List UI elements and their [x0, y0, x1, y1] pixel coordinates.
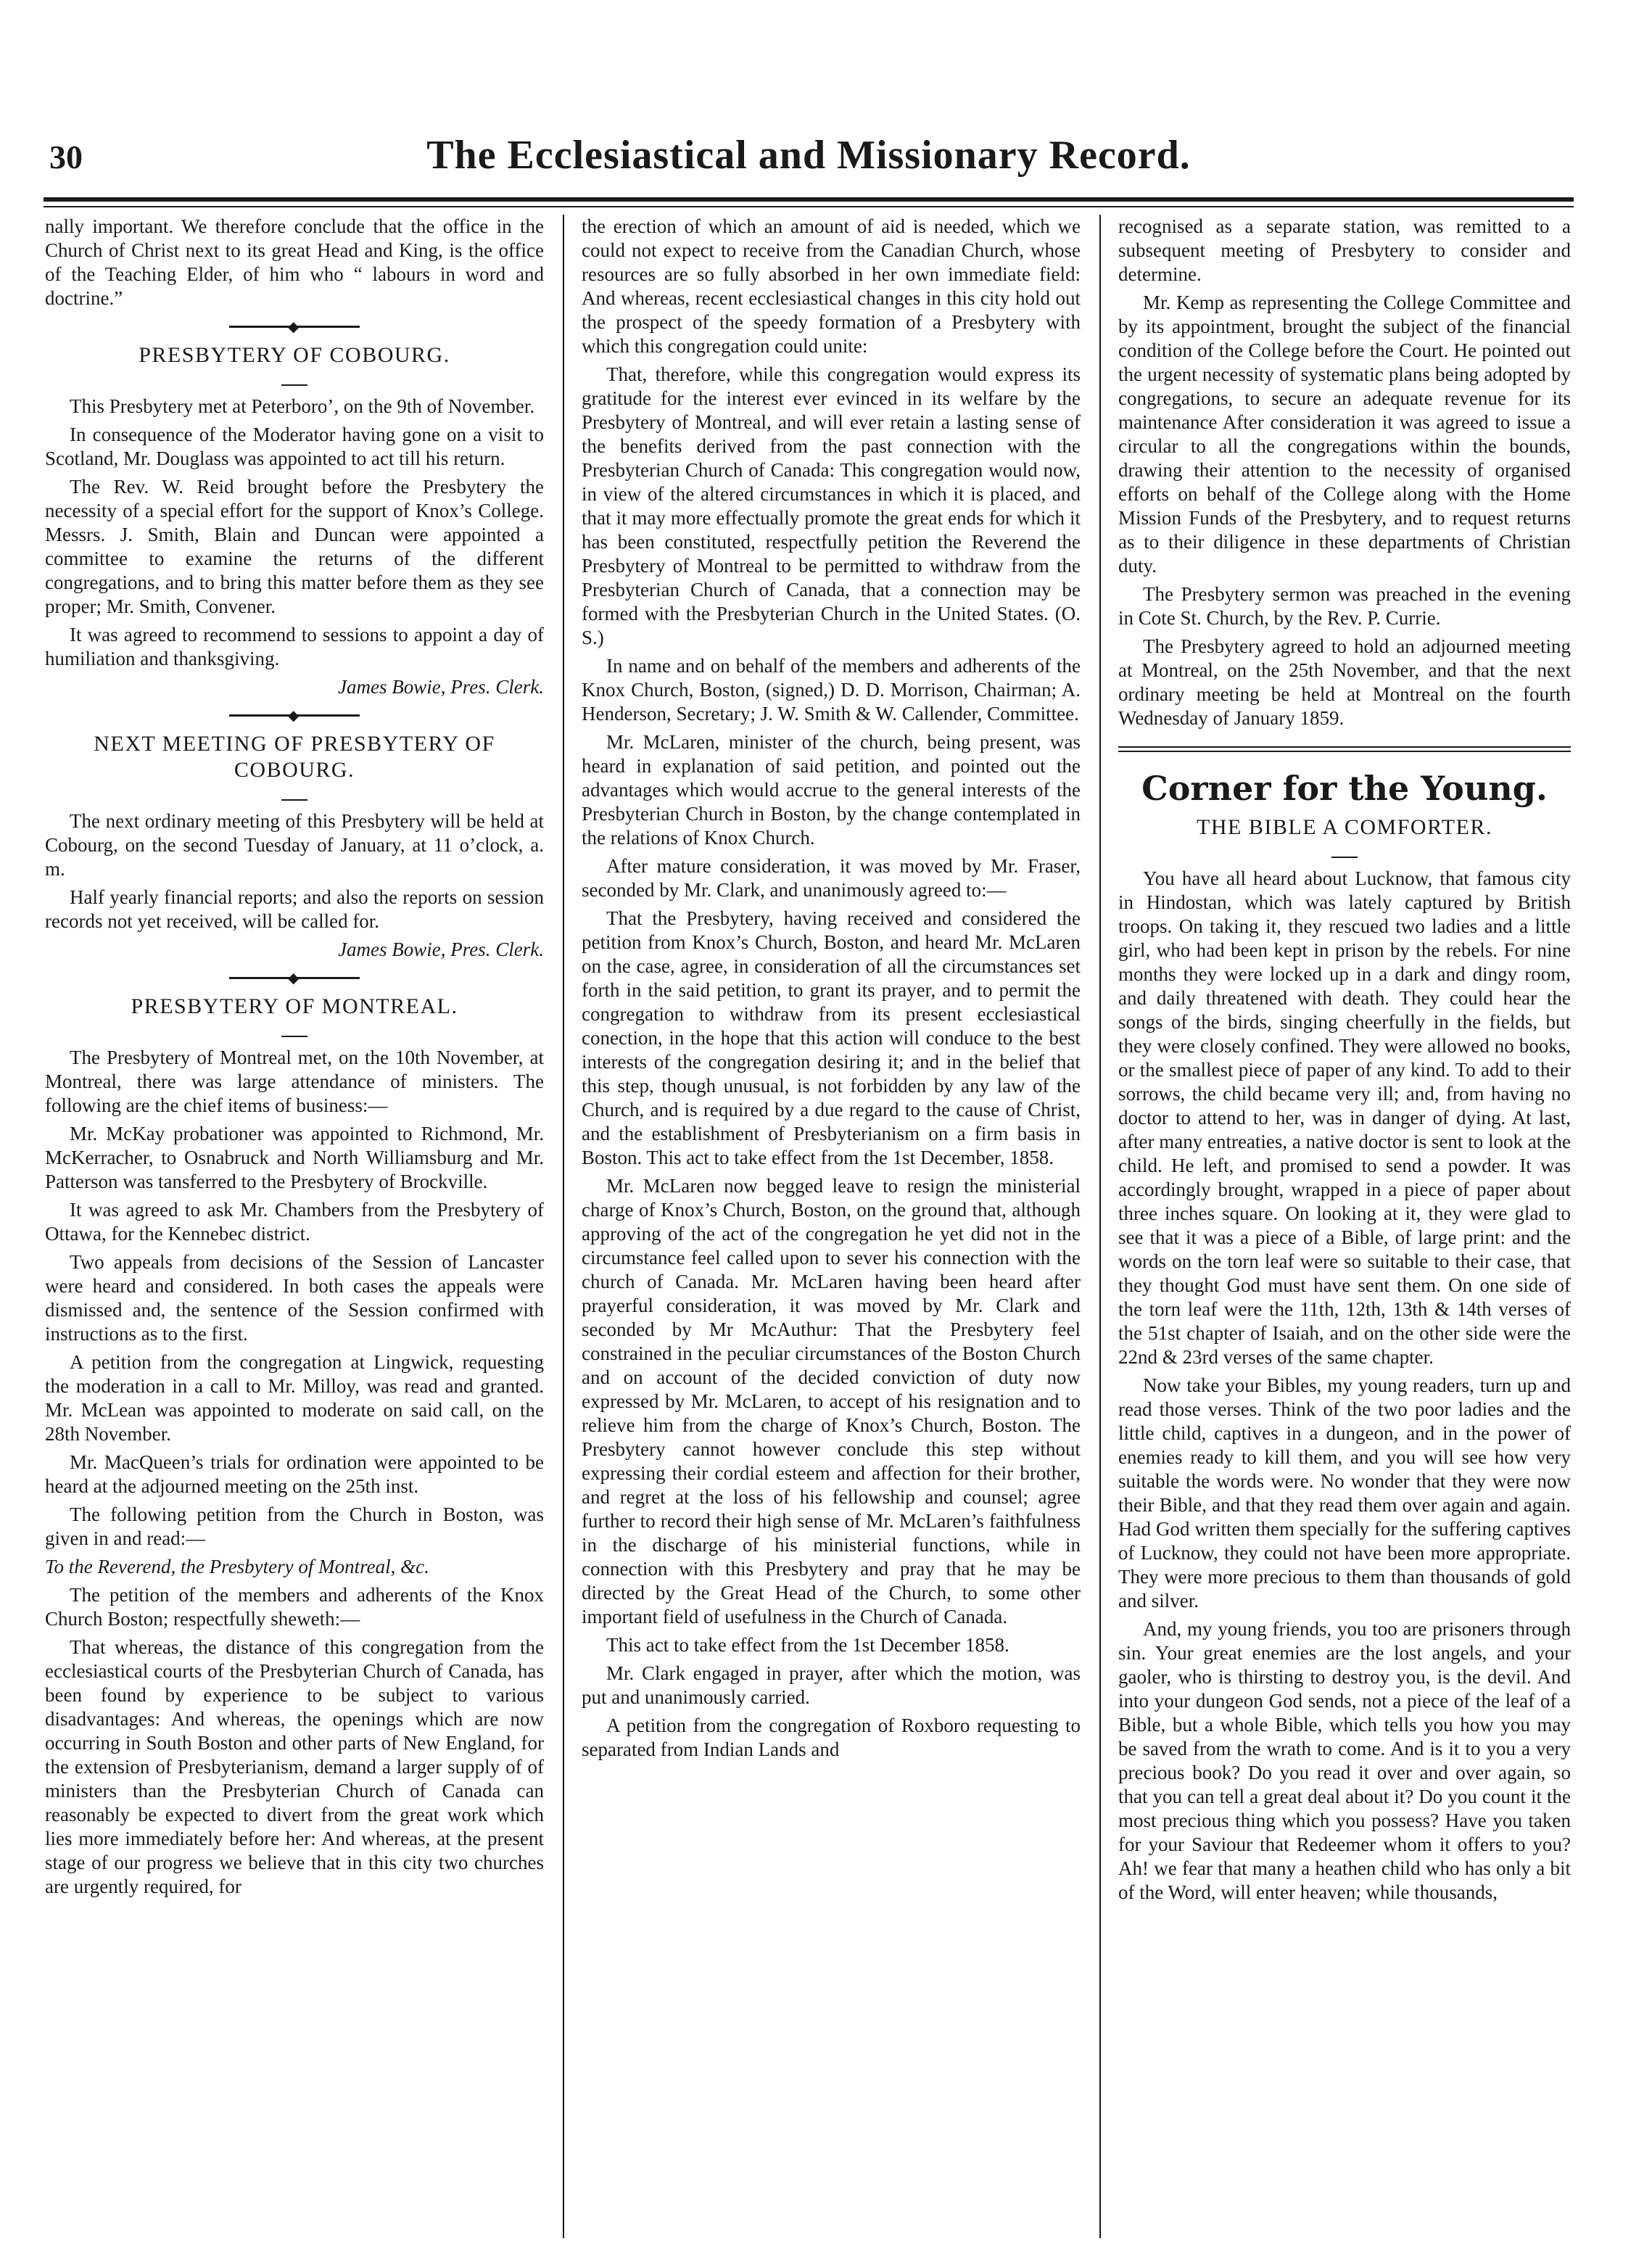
paragraph: After mature consideration, it was moved by Mr. Fraser, seconded by Mr. Clark, and unanimously agreed to:—	[582, 855, 1081, 901]
paragraph: You have all heard about Lucknow, that famous city in Hindostan, which was lately captured by British troops. On taking it, they rescued two ladies and a little girl, who had been kept in prison by the rebels. For nine months they were locked up in a dark and dingy room, and daily threatened with death. They could hear the songs of the birds, singing cheerfully in the fields, but they were closely confined. They were allowed no books, or the smallest piece of paper of any kind. To add to their sorrows, the child became very ill; and, from having no doctor to attend to her, was in danger of dying. At last, after many entreaties, a native doctor is sent to look at the child. He left, and promised to send a powder. It was accordingly brought, wrapped in a piece of paper about three inches square. On looking at it, they were glad to see that it was a piece of a Bible, of large print: and the words on the torn leaf were so suitable to their case, that they thought God must have sent them. On one side of the torn leaf were the 11th, 12th, 13th & 14th verses of the 51st chapter of Isaiah, and on the other side were the 22nd & 23rd verses of the same chapter.	[1118, 867, 1571, 1368]
section-ornament	[45, 709, 544, 721]
paragraph: Mr. McKay probationer was appointed to Richmond, Mr. McKerracher, to Osnabruck and North Williamsburg and Mr. Patterson was tansferred to the Presbytery of Brockville.	[45, 1123, 544, 1192]
section-heading: PRESBYTERY OF MONTREAL.	[131, 994, 458, 1018]
page-header	[44, 133, 1574, 196]
signature-text: James Bowie, Pres. Clerk.	[338, 938, 544, 960]
column-divider	[1099, 215, 1101, 2238]
paragraph: This act to take effect from the 1st December 1858.	[606, 1634, 1009, 1656]
short-rule	[1118, 852, 1571, 862]
paragraph: recognised as a separate station, was remitted to a subsequent meeting of Presbytery to consider and determine.	[1118, 215, 1571, 285]
paragraph: Half yearly financial reports; and also the reports on session records not yet received, will be called for.	[45, 886, 544, 932]
column-divider	[563, 215, 564, 2238]
paragraph: And, my young friends, you too are prisoners through sin. Your great enemies are the lost angels, and your gaoler, who is thirsting to destroy you, is the devil. And into your dungeon God sends, not a piece of the leaf of a Bible, but a whole Bible, which tells you how you may be saved from the wrath to come. And is it to you a very precious book? Do you read it over and over again, so that you can tell a great deal about it? Do you count it the most precious thing which you possess? Have you taken for your Saviour that Redeemer whom it offers to you? Ah! we fear that many a heathen child who has only a bit of the Word, will enter heaven; while thousands,	[1118, 1618, 1571, 1903]
paragraph: This Presbytery met at Peterboro’, on the 9th of November.	[70, 395, 535, 417]
section-heading: THE BIBLE A COMFORTER.	[1197, 815, 1492, 839]
paragraph: That whereas, the distance of this congregation from the ecclesiastical courts of the Presbyterian Church of Canada, has been found by experience to be subject to various disadvantages: And whereas, the openings which are now occurring in South Boston and other parts of New England, for the extension of Presbyterianism, demand a larger supply of of ministers than the Presbyterian Church of Canada can reasonably be expected to divert from the great work which lies more immediately before her: And whereas, at the present stage of our progress we believe that in this city two churches are urgently required, for	[45, 1636, 544, 1897]
paragraph: nally important. We therefore conclude that the office in the Church of Christ next to its great Head and King, is the office of the Teaching Elder, of him who “ labours in word and doctrine.”	[45, 215, 544, 309]
paragraph: It was agreed to ask Mr. Chambers from the Presbytery of Ottawa, for the Kennebec district.	[45, 1199, 544, 1245]
section-ornament	[45, 972, 544, 983]
paragraph: The next ordinary meeting of this Presbytery will be held at Cobourg, on the second Tuesday of January, at 11 o’clock, a. m.	[45, 810, 544, 880]
paragraph: the erection of which an amount of aid is needed, which we could not expect to receive from the Canadian Church, whose resources are so fully absorbed in her own immediate field: And whereas, recent ecclesiastical changes in this city hold out the prospect of the speedy formation of a Presbytery with which this congregation could unite:	[582, 215, 1081, 357]
paragraph: Now take your Bibles, my young readers, turn up and read those verses. Think of the two poor ladies and the little child, captives in a dungeon, and in the power of enemies ready to kill them, and you will see how very suitable the words were. No wonder that they were now their Bible, and that they read them over again and again. Had God written them specially for the suffering captives of Lucknow, they could not have been more appropriate. They were more precious to them than thousands of gold and silver.	[1118, 1374, 1571, 1612]
section-divider	[1118, 746, 1571, 752]
section-heading: PRESBYTERY OF COBOURG.	[139, 343, 450, 367]
signature	[45, 675, 544, 699]
paragraph: Mr. Kemp as representing the College Committee and by its appointment, brought the subject of the financial condition of the College before the Court. He pointed out the urgent necessity of systematic plans being adopted by congregations, to secure an adequate revenue for its maintenance After consideration it was agreed to issue a circular to all the congregations within the bounds, drawing their attention to the necessity of organised efforts on behalf of the College along with the Home Mission Funds of the Presbytery, and to request returns as to their diligence in these departments of Christian duty.	[1118, 292, 1571, 577]
column-right	[1118, 215, 1571, 2238]
short-rule	[45, 380, 544, 390]
paragraph: It was agreed to recommend to sessions to appoint a day of humiliation and thanksgiving.	[45, 624, 544, 669]
journal-title: The Ecclesiastical and Missionary Record.	[426, 133, 1191, 178]
section-title-young: Corner for the Young.	[1141, 769, 1548, 808]
header-rule-thin	[44, 206, 1574, 207]
paragraph: The Presbytery agreed to hold an adjourned meeting at Montreal, on the 25th November, and that the next ordinary meeting be held at Montreal on the fourth Wednesday of January 1859.	[1118, 635, 1571, 729]
paragraph: Mr. McLaren now begged leave to resign the ministerial charge of Knox’s Church, Boston, on the ground that, although approving of the act of the congregation he yet did not in the circumstance feel called upon to sever his connection with the church of Canada. Mr. McLaren having been heard after prayerful consideration, it was moved by Mr. Clark and seconded by Mr McAuthur: That the Presbytery feel constrained in the peculiar circumstances of the Boston Church and on account of the decided conviction of duty now expressed by Mr. McLaren, to accept of his resignation and to relieve him from the charge of Knox’s Church, Boston. The Presbytery cannot however conclude this step without expressing their cordial esteem and affection for their brother, and regret at the loss of his fellowship and counsel; agree further to record their high sense of Mr. McLaren’s faithfulness in the discharge of his ministerial functions, while in connection with this Presbytery and pray that he may be directed by the Great Head of the Church, to some other important field of usefulness in the Church of Canada.	[582, 1175, 1081, 1627]
paragraph: The Presbytery of Montreal met, on the 10th November, at Montreal, there was large attendance of ministers. The following are the chief items of business:—	[45, 1047, 544, 1116]
paragraph: A petition from the congregation of Roxboro requesting to separated from Indian Lands and	[582, 1715, 1081, 1760]
petition-address	[45, 1555, 544, 1579]
column-left	[45, 215, 544, 2238]
paragraph: The Rev. W. Reid brought before the Presbytery the necessity of a special effort for the support of Knox’s College. Messrs. J. Smith, Blain and Duncan were appointed a committee to examine the returns of the different congregations, and to bring this matter before them as they see proper; Mr. Smith, Convener.	[45, 476, 544, 617]
column-middle	[582, 215, 1081, 2238]
paragraph: The following petition from the Church in Boston, was given in and read:—	[45, 1503, 544, 1549]
signature-text: James Bowie, Pres. Clerk.	[338, 676, 544, 698]
paragraph: A petition from the congregation at Lingwick, requesting the moderation in a call to Mr. Milloy, was read and granted. Mr. McLean was appointed to moderate on said call, on the 28th November.	[45, 1351, 544, 1445]
paragraph: Mr. MacQueen’s trials for ordination were appointed to be heard at the adjourned meeting on the 25th inst.	[45, 1451, 544, 1497]
header-rule	[44, 197, 1574, 202]
petition-address-text: To the Reverend, the Presbytery of Montreal, &c.	[45, 1556, 429, 1577]
short-rule	[45, 1031, 544, 1041]
section-heading: NEXT MEETING OF PRESBYTERY OF COBOURG.	[94, 732, 495, 782]
page-number: 30	[49, 139, 83, 176]
paragraph: The petition of the members and adherents of the Knox Church Boston; respectfully sheweth:—	[45, 1584, 544, 1630]
paragraph: Mr. Clark engaged in prayer, after which the motion, was put and unanimously carried.	[582, 1662, 1081, 1708]
signature	[45, 938, 544, 962]
section-ornament	[45, 321, 544, 332]
paragraph: The Presbytery sermon was preached in the evening in Cote St. Church, by the Rev. P. Currie.	[1118, 583, 1571, 629]
paragraph: In consequence of the Moderator having gone on a visit to Scotland, Mr. Douglass was appointed to act till his return.	[45, 424, 544, 469]
paragraph: That the Presbytery, having received and considered the petition from Knox’s Church, Boston, and heard Mr. McLaren on the case, agree, in consideration of all the circumstances set forth in the said petition, to grant its prayer, and to permit the congregation to withdraw from its present ecclesiastical conection, in the hope that this action will conduce to the best interests of the congregation desiring it; and in the belief that this step, though unusual, is not forbidden by any law of the Church, and is required by a due regard to the cause of Christ, and the establishment of Presbyterianism on a firm basis in Boston. This act to take effect from the 1st December, 1858.	[582, 907, 1081, 1168]
paragraph: Two appeals from decisions of the Session of Lancaster were heard and considered. In both cases the appeals were dismissed and, the sentence of the Session confirmed with instructions as to the first.	[45, 1251, 544, 1345]
short-rule	[45, 795, 544, 805]
paragraph: Mr. McLaren, minister of the church, being present, was heard in explanation of said petition, and pointed out the advantages which would accrue to the general interests of the Presbyterian Church in Boston, by the change contemplated in the relations of Knox Church.	[582, 731, 1081, 849]
paragraph: In name and on behalf of the members and adherents of the Knox Church, Boston, (signed,) D. D. Morrison, Chairman; A. Henderson, Secretary; J. W. Smith & W. Callender, Committee.	[582, 655, 1081, 725]
paragraph: That, therefore, while this congregation would express its gratitude for the interest ever evinced in its welfare by the Presbytery of Montreal, and will ever retain a lasting sense of the benefits derived from the past connection with the Presbyterian Church of Canada: This congregation would now, in view of the altered circumstances in which it is placed, and that it may more effectually promote the great ends for which it has been constituted, respectfully petition the Reverend the Presbytery of Montreal to be permitted to withdraw from the Presbyterian Church of Canada, that a connection may be formed with the Presbyterian Church in the United States. (O. S.)	[582, 363, 1081, 648]
